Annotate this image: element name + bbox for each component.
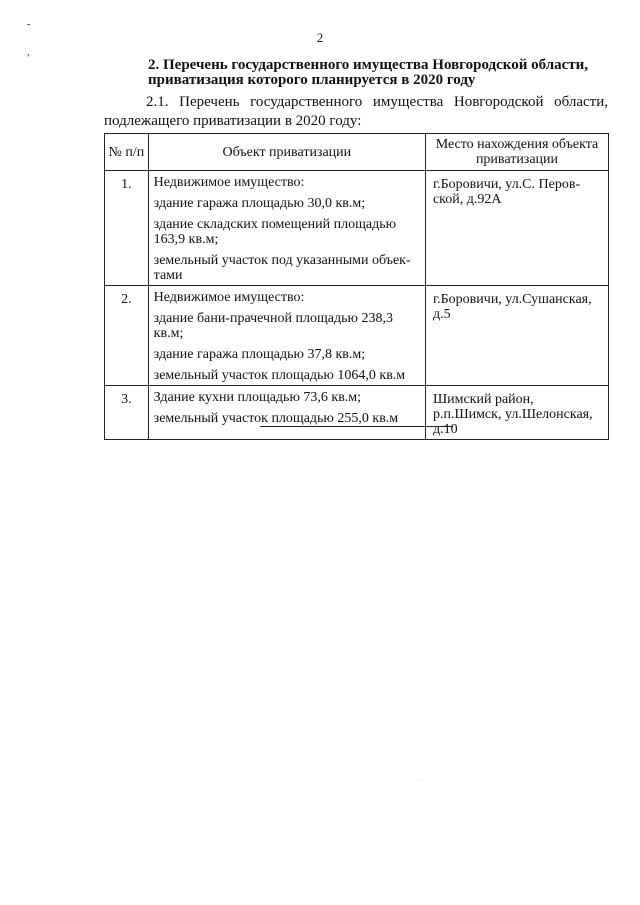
section-title	[148, 58, 608, 88]
object-line: земельный участок площадью 1064,0 кв.м	[153, 368, 406, 383]
row-location: г.Боровичи, ул.С. Перовской, д.92А	[425, 171, 608, 286]
row-location: г.Боровичи, ул.Сушанская, д.5	[425, 286, 608, 386]
object-line: Недвижимое имущество:	[153, 290, 305, 305]
row-number: 2.	[105, 286, 149, 386]
object-line: здание складских помещений площадью 163,9 кв.м;	[153, 217, 397, 247]
object-line: здание гаража площадью 37,8 кв.м;	[153, 347, 366, 362]
section-title-line-2: приватизация которого планируется в 2020 году	[148, 72, 476, 88]
object-line: земельный участок площадью 255,0 кв.м	[153, 411, 399, 426]
scan-speck	[418, 780, 419, 781]
intro-paragraph-text: 2.1. Перечень государственного имущества Новгородской области, подлежащего приватизации в 2020 году:	[104, 94, 608, 129]
row-number: 3.	[105, 386, 149, 440]
row-object	[148, 286, 425, 386]
header-object: Объект приватизации	[148, 134, 425, 171]
table-row	[105, 171, 609, 286]
row-number: 1.	[105, 171, 149, 286]
header-location: Место нахождения объекта приватизации	[425, 134, 608, 171]
object-line: земельный участок под указанными объектами	[153, 253, 411, 283]
table-header-row	[105, 134, 609, 171]
page-number: 2	[316, 30, 324, 45]
row-object	[148, 171, 425, 286]
row-object	[148, 386, 425, 440]
intro-paragraph	[104, 93, 608, 131]
margin-mark: -	[27, 19, 31, 30]
object-line: здание гаража площадью 30,0 кв.м;	[153, 196, 366, 211]
table-row	[105, 386, 609, 440]
section-title-line-1: 2. Перечень государственного имущества Новгородской области,	[148, 57, 589, 73]
object-line: Здание кухни площадью 73,6 кв.м;	[153, 390, 362, 405]
margin-mark: ,	[27, 47, 30, 58]
closing-rule	[260, 426, 453, 427]
property-table	[104, 133, 609, 440]
header-number: № п/п	[105, 134, 149, 171]
table-row	[105, 286, 609, 386]
object-line: Недвижимое имущество:	[153, 175, 305, 190]
row-location: Шимский район, р.п.Шимск, ул.Шелонская, д.10	[425, 386, 608, 440]
object-line: здание бани-прачечной площадью 238,3 кв.м;	[153, 311, 393, 341]
